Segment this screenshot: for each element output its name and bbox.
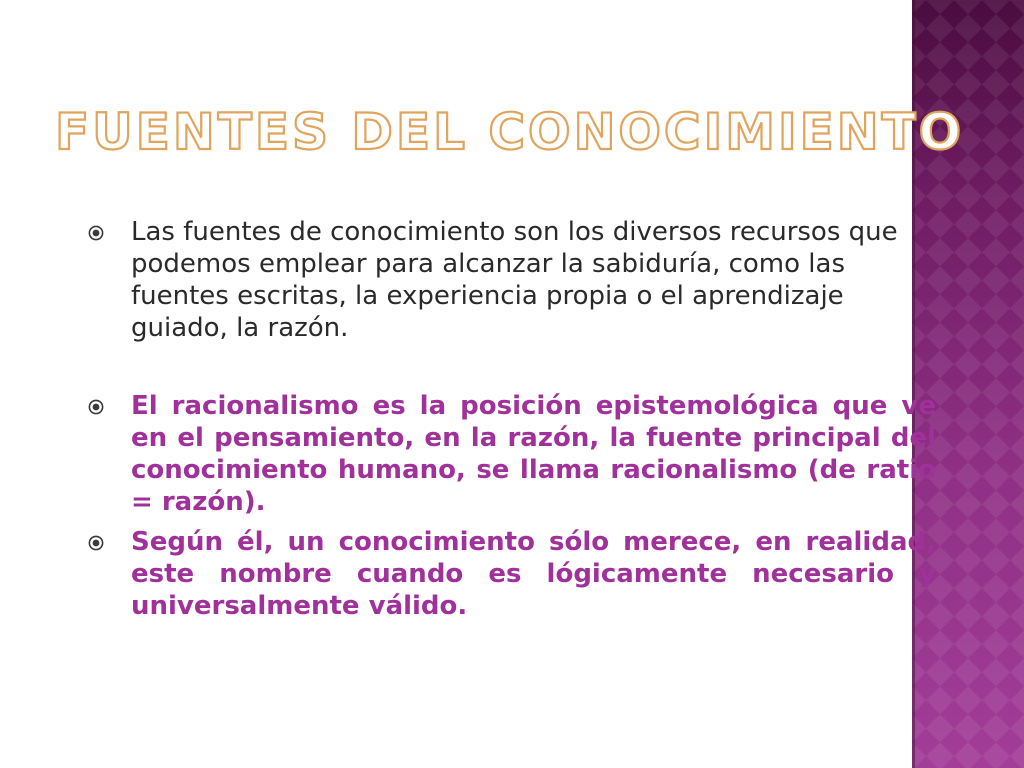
bullet-item-rationalism — [88, 390, 936, 518]
bullet-text: Las fuentes de conocimiento son los diversos recursos que podemos emplear para alcanzar la sabiduría, como las fuentes escritas, la experiencia propia o el aprendizaje guiado, la razón. — [131, 217, 898, 343]
bullet-text: Según él, un conocimiento sólo merece, en realidad, este nombre cuando es lógicamente necesario y universalmente válido. — [131, 527, 936, 621]
slide-title: FUENTES DEL CONOCIMIENTO — [55, 103, 965, 161]
bullet-item-validity — [88, 526, 936, 622]
circled-dot-icon — [88, 225, 104, 241]
circled-dot-icon — [88, 399, 104, 415]
bullet-list — [88, 216, 936, 622]
bullet-item-sources — [88, 216, 931, 344]
bullet-text: El racionalismo es la posición epistemológica que ve en el pensamiento, en la razón, la fuente principal del conocimiento humano, se llama racionalismo (de ratio = razón). — [131, 391, 936, 517]
circled-dot-icon — [88, 535, 104, 551]
